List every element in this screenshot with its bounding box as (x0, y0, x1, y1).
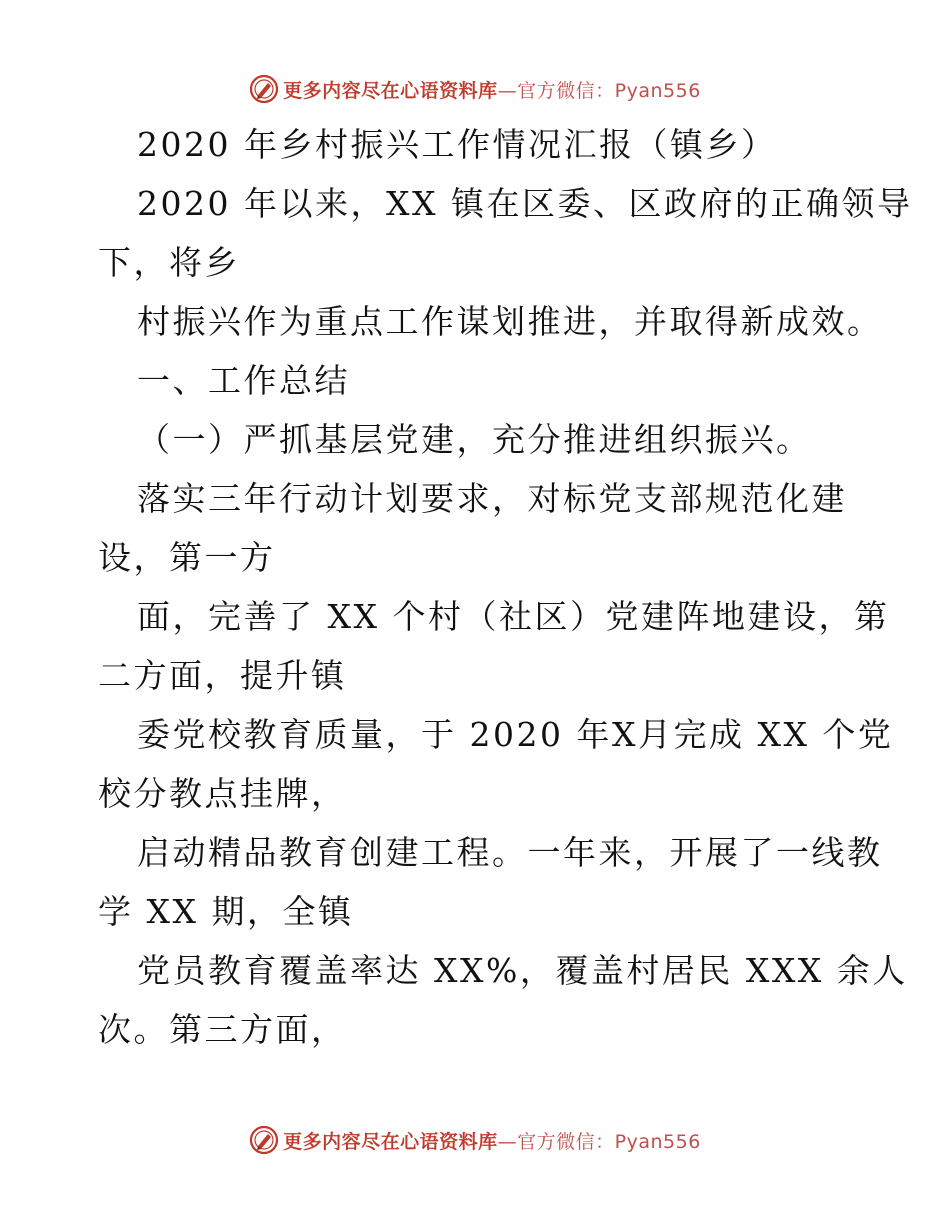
footer-watermark (0, 1123, 950, 1157)
paragraph-line: 启动精品教育创建工程。一年来，开展了一线教 (137, 833, 883, 872)
paragraph-line: 校分教点挂牌， (98, 774, 347, 813)
document-title: 2020 年乡村振兴工作情况汇报（镇乡） (137, 125, 777, 164)
paragraph-line: 次。第三方面， (98, 1010, 347, 1049)
watermark-account: 官方微信：Pyan556 (517, 79, 701, 102)
paragraph-line: 落实三年行动计划要求，对标党支部规范化建 (137, 479, 847, 518)
watermark-dash: — (497, 79, 518, 102)
watermark-account: 官方微信：Pyan556 (517, 1130, 701, 1153)
paragraph-line: 面，完善了 XX 个村（社区）党建阵地建设，第 (137, 597, 890, 636)
pen-logo-icon (249, 1125, 279, 1155)
watermark-brand: 更多内容尽在心语资料库 (283, 1130, 498, 1153)
paragraph-line: 设，第一方 (98, 538, 276, 577)
subsection-heading: （一）严抓基层党建，充分推进组织振兴。 (137, 420, 812, 459)
paragraph-line: 村振兴作为重点工作谋划推进，并取得新成效。 (137, 302, 883, 341)
watermark-text (283, 1127, 701, 1154)
paragraph-line: 学 XX 期，全镇 (98, 892, 354, 931)
watermark-brand: 更多内容尽在心语资料库 (283, 79, 498, 102)
section-heading: 一、工作总结 (137, 361, 350, 400)
paragraph-line: 2020 年以来，XX 镇在区委、区政府的正确领导 (137, 184, 913, 223)
paragraph-line: 委党校教育质量，于 2020 年X月完成 XX 个党 (137, 715, 894, 754)
watermark-dash: — (497, 1130, 518, 1153)
paragraph-line: 下，将乡 (98, 243, 240, 282)
paragraph-line: 二方面，提升镇 (98, 656, 347, 695)
paragraph-line: 党员教育覆盖率达 XX%，覆盖村居民 XXX 余人 (137, 951, 908, 990)
